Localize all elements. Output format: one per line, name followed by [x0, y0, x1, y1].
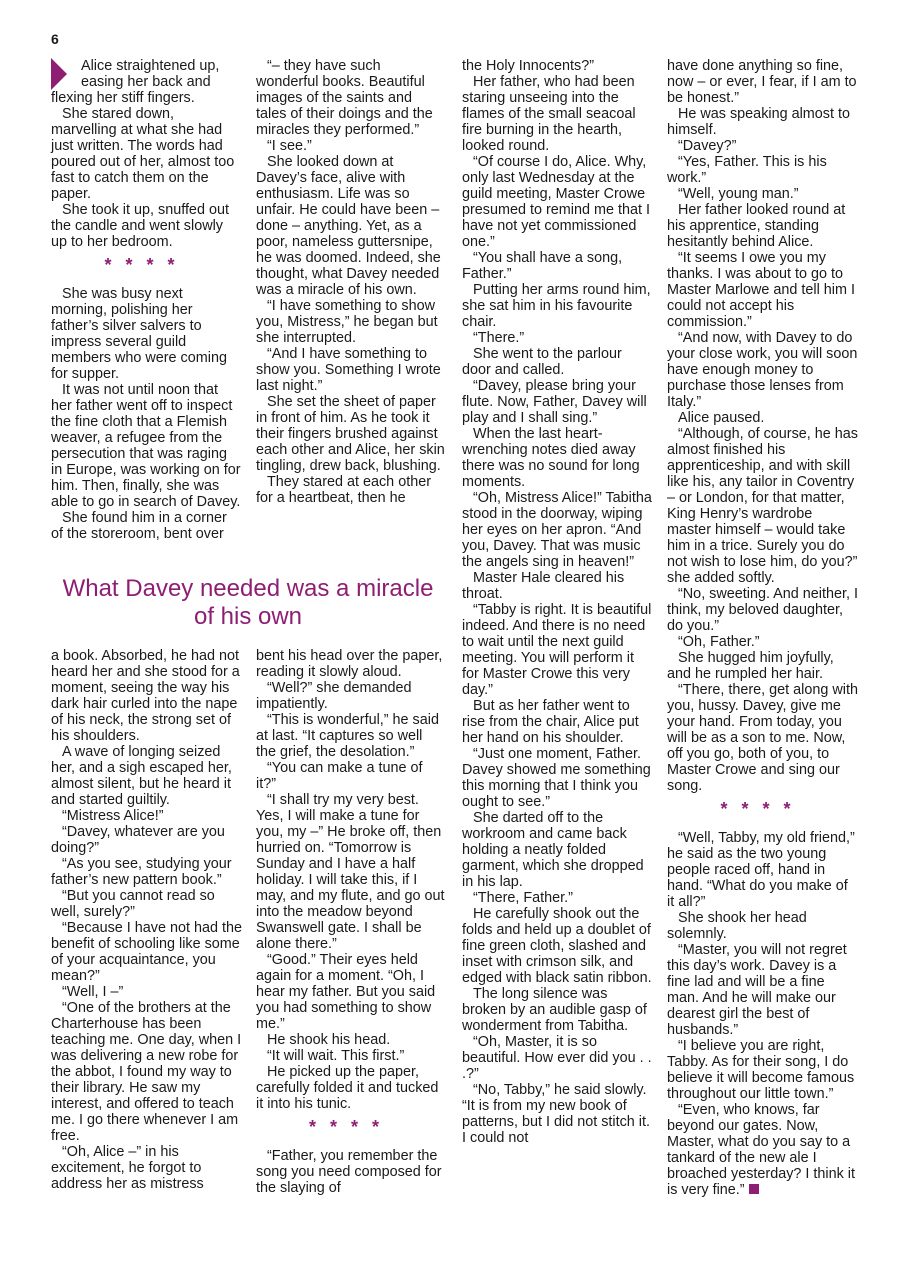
- story-column-4: [667, 58, 858, 1198]
- section-break-stars: ****: [308, 1117, 394, 1137]
- story-column-3: [462, 58, 653, 1146]
- story-paragraph: She set the sheet of paper in front of him. As he took it their fingers brushed against each other and Alice, her skin tingling, drew back, blushing.: [256, 394, 445, 474]
- story-paragraph: “Although, of course, he has almost finished his apprenticeship, and with skill like his, any tailor in Coventry – or London, for that matter, King Henry’s wardrobe master himself – would take him in a trice. Surely you do not wish to lose him, do you?” she added softly.: [667, 426, 858, 586]
- story-column-1-bottom: [51, 648, 242, 1192]
- story-paragraph: “Davey?”: [678, 138, 737, 154]
- story-paragraph: A wave of longing seized her, and a sigh escaped her, almost silent, but he heard it and started guiltily.: [51, 744, 232, 808]
- story-paragraph: “But you cannot read so well, surely?”: [51, 888, 215, 920]
- section-break-stars: ****: [104, 255, 189, 275]
- story-paragraph: “Oh, Alice –” in his excitement, he forgot to address her as mistress: [51, 1144, 204, 1192]
- story-paragraph: the Holy Innocents?”: [462, 58, 594, 74]
- story-paragraph: have done anything so fine, now – or ever, I fear, if I am to be honest.”: [667, 58, 857, 106]
- story-paragraph: She looked down at Davey’s face, alive with enthusiasm. Life was so unfair. He could have been – done – anything. Yet, as a poor, nameless guttersnipe, he was doomed. Indeed, she thought, what Davey needed was a miracle of his own.: [256, 154, 441, 298]
- story-paragraph: “I have something to show you, Mistress,” he began but she interrupted.: [256, 298, 438, 346]
- story-paragraph: “Even, who knows, far beyond our gates. Now, Master, what do you say to a tankard of the new ale I broached yesterday? I think it is very fine.”: [667, 1102, 855, 1198]
- story-paragraph: “– they have such wonderful books. Beautiful images of the saints and tales of their doings and the miracles they performed.”: [256, 58, 433, 138]
- story-paragraph: She went to the parlour door and called.: [462, 346, 622, 378]
- story-paragraph: He was speaking almost to himself.: [667, 106, 850, 138]
- story-paragraph: “And I have something to show you. Something I wrote last night.”: [256, 346, 441, 394]
- story-paragraph: “I believe you are right, Tabby. As for their song, I do believe it will become famous throughout our little town.”: [667, 1038, 855, 1102]
- story-paragraph: “Davey, whatever are you doing?”: [51, 824, 225, 856]
- story-paragraph: “It seems I owe you my thanks. I was about to go to Master Marlowe and tell him I could not accept his commission.”: [667, 250, 855, 330]
- story-paragraph: “Tabby is right. It is beautiful indeed. And there is no need to wait until the next guild meeting. You will perform it for Master Crowe this very day.”: [462, 602, 652, 698]
- pull-quote-line-2: of his own: [193, 603, 303, 630]
- story-paragraph: “Yes, Father. This is his work.”: [667, 154, 827, 186]
- story-paragraph: But as her father went to rise from the chair, Alice put her hand on his shoulder.: [462, 698, 639, 746]
- story-paragraph: “As you see, studying your father’s new pattern book.”: [51, 856, 232, 888]
- story-paragraph: “There, Father.”: [473, 890, 573, 906]
- pull-quote-line-1: What Davey needed was a miracle: [62, 575, 434, 602]
- story-paragraph: “Master, you will not regret this day’s work. Davey is a fine lad and will be a fine man. And he will make our dearest girl the best of husbands.”: [667, 942, 847, 1038]
- story-paragraph: “Father, you remember the song you need composed for the slaying of: [256, 1148, 442, 1196]
- story-paragraph: “Oh, Mistress Alice!” Tabitha stood in the doorway, wiping her eyes on her apron. “And you, Davey. That was music the angels sing in heaven!”: [462, 490, 652, 570]
- story-paragraph: Her father looked round at his apprentice, standing hesitantly behind Alice.: [667, 202, 846, 250]
- story-paragraph: “I see.”: [267, 138, 312, 154]
- story-paragraph: “You shall have a song, Father.”: [462, 250, 623, 282]
- page-number: 6: [51, 31, 59, 47]
- story-paragraph: “There, there, get along with you, hussy. Davey, give me your hand. From today, you will be as a son to me. Now, off you go, both of you, to Master Crowe and sing our song.: [667, 682, 858, 794]
- story-paragraph: “There.”: [473, 330, 525, 346]
- story-paragraph: She stared down, marvelling at what she had just written. The words had poured out of her, almost too fast to catch them on the paper.: [51, 106, 235, 202]
- story-paragraph: She took it up, snuffed out the candle and went slowly up to her bedroom.: [51, 202, 229, 250]
- story-paragraph: Master Hale cleared his throat.: [462, 570, 625, 602]
- story-paragraph: He picked up the paper, carefully folded it and tucked it into his tunic.: [256, 1064, 439, 1112]
- story-column-1-top: [51, 58, 242, 542]
- story-paragraph: He carefully shook out the folds and held up a doublet of fine green cloth, slashed and inset with crimson silk, and edged with black satin ribbon.: [462, 906, 652, 986]
- story-paragraph: She darted off to the workroom and came back holding a neatly folded garment, which she dropped in his lap.: [462, 810, 644, 890]
- story-paragraph: “Just one moment, Father. Davey showed me something this morning that I think you ought to see.”: [462, 746, 651, 810]
- story-paragraph: “And now, with Davey to do your close work, you will soon have enough money to purchase those lenses from Italy.”: [667, 330, 858, 410]
- story-paragraph: “Well, young man.”: [678, 186, 799, 202]
- story-paragraph: She hugged him joyfully, and he rumpled her hair.: [667, 650, 834, 682]
- story-paragraph: Her father, who had been staring unseeing into the flames of the small seacoal fire burning in the hearth, looked round.: [462, 74, 636, 154]
- story-paragraph: She shook her head solemnly.: [667, 910, 807, 942]
- story-paragraph: Alice straightened up, easing her back and flexing her stiff fingers.: [51, 58, 220, 106]
- story-paragraph: “Well, Tabby, my old friend,” he said as the two young people raced off, hand in hand. “What do you make of it all?”: [667, 830, 855, 910]
- story-paragraph: The long silence was broken by an audible gasp of wonderment from Tabitha.: [462, 986, 647, 1034]
- story-paragraph: “Well, I –”: [62, 984, 124, 1000]
- story-paragraph: “One of the brothers at the Charterhouse has been teaching me. One day, when I was delivering a new robe for the abbot, I found my way to their library. He saw my interest, and offered to teach me. I go there whenever I am free.: [51, 1000, 242, 1144]
- story-paragraph: He shook his head.: [267, 1032, 391, 1048]
- story-paragraph: bent his head over the paper, reading it slowly aloud.: [256, 648, 443, 680]
- story-paragraph: “Good.” Their eyes held again for a moment. “Oh, I hear my father. But you said you had something to show me.”: [256, 952, 436, 1032]
- story-paragraph: They stared at each other for a heartbeat, then he: [256, 474, 431, 506]
- story-paragraph: “Mistress Alice!”: [62, 808, 164, 824]
- story-paragraph: “Because I have not had the benefit of schooling like some of your acquaintance, you mean?”: [51, 920, 243, 984]
- story-paragraph: “Oh, Father.”: [678, 634, 760, 650]
- story-paragraph: Alice paused.: [678, 410, 765, 426]
- story-paragraph: “No, sweeting. And neither, I think, my beloved daughter, do you.”: [667, 586, 858, 634]
- pull-quote: [51, 575, 445, 631]
- story-paragraph: “I shall try my very best. Yes, I will make a tune for you, my –” He broke off, then hurried on. “Tomorrow is Sunday and I have a half holiday. I will take this, if I may, and my flute, and go out into the meadow beyond Swanswell gate. I shall be alone there.”: [256, 792, 445, 952]
- story-paragraph: “Davey, please bring your flute. Now, Father, Davey will play and I shall sing.”: [462, 378, 647, 426]
- story-paragraph: “Well?” she demanded impatiently.: [256, 680, 412, 712]
- story-column-2-bottom: [256, 648, 446, 1196]
- story-paragraph: a book. Absorbed, he had not heard her and she stood for a moment, seeing the way his dark hair curled into the nape of his neck, the strong set of his shoulders.: [51, 648, 240, 744]
- story-paragraph: “No, Tabby,” he said slowly. “It is from my new book of patterns, but I did not stitch it. I could not: [462, 1082, 650, 1146]
- section-break-stars: ****: [720, 799, 805, 819]
- story-column-2-top: [256, 58, 446, 506]
- story-paragraph: It was not until noon that her father went off to inspect the fine cloth that a Flemish weaver, a refugee from the persecution that was raging in Europe, was working on for him. Then, finally, she was able to go in search of Davey.: [51, 382, 241, 510]
- story-paragraph: “Of course I do, Alice. Why, only last Wednesday at the guild meeting, Master Crowe presumed to remind me that I have not yet commissioned one.”: [462, 154, 650, 250]
- story-paragraph: “This is wonderful,” he said at last. “It captures so well the grief, the desolation.”: [256, 712, 439, 760]
- story-paragraph: “Oh, Master, it is so beautiful. How ever did you . . .?”: [462, 1034, 652, 1082]
- story-start-marker-icon: [51, 58, 67, 90]
- story-paragraph: When the last heart-wrenching notes died away there was no sound for long moments.: [462, 426, 640, 490]
- story-paragraph: She was busy next morning, polishing her father’s silver salvers to impress several guild members who were coming for supper.: [51, 286, 227, 382]
- story-paragraph: “You can make a tune of it?”: [256, 760, 423, 792]
- story-paragraph: She found him in a corner of the storeroom, bent over: [51, 510, 227, 542]
- story-end-mark-icon: [749, 1184, 759, 1194]
- story-paragraph: Putting her arms round him, she sat him in his favourite chair.: [462, 282, 651, 330]
- story-paragraph: “It will wait. This first.”: [267, 1048, 405, 1064]
